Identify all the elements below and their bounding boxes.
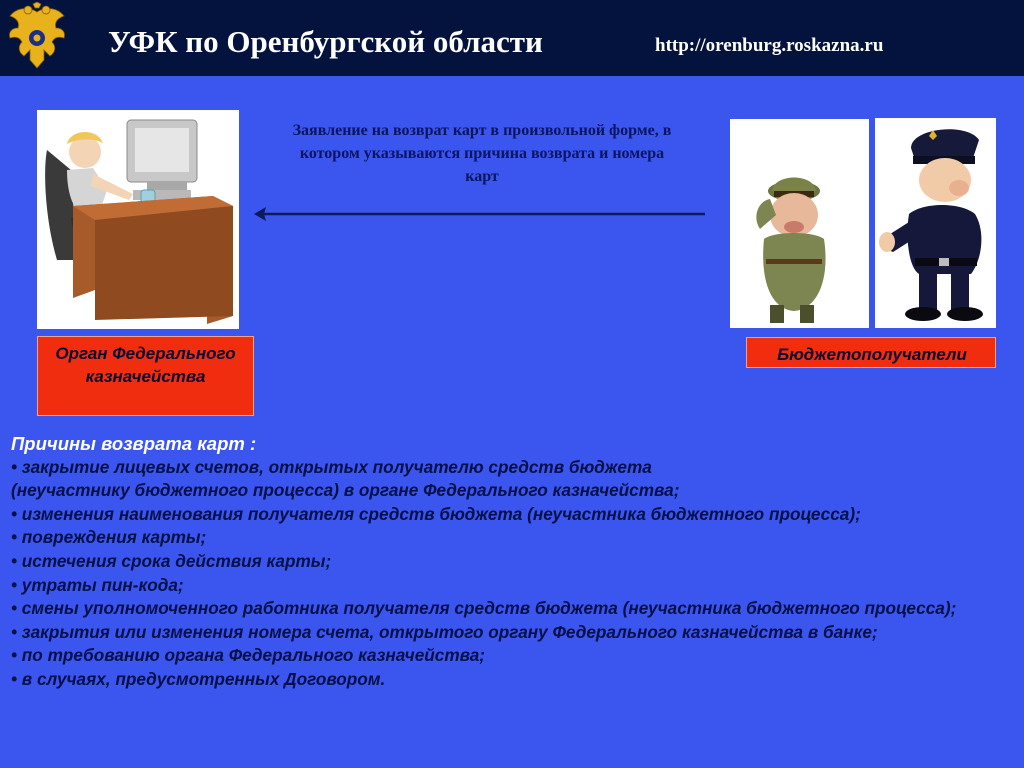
- recipients-label-text: Бюджетополучатели: [777, 345, 967, 364]
- treasury-label: Орган Федерального казначейства: [37, 336, 254, 416]
- site-url-link[interactable]: http://orenburg.roskazna.ru: [655, 35, 884, 56]
- clerk-at-desk-image: [37, 110, 239, 329]
- reason-item: • повреждения карты;: [11, 527, 207, 548]
- reasons-section: [11, 432, 1021, 692]
- reason-item: • смены уполномоченного работника получателя средств бюджета (неучастника бюджетного процесса);: [11, 598, 957, 619]
- arrow-left-icon: [250, 203, 710, 225]
- reason-item: • закрытия или изменения номера счета, открытого органу Федерального казначейства в банке;: [11, 621, 878, 642]
- reason-item: • изменения наименования получателя средств бюджета (неучастника бюджетного процесса);: [11, 503, 861, 524]
- reasons-title: Причины возврата карт :: [11, 433, 257, 454]
- reason-item: • по требованию органа Федерального казначейства;: [11, 645, 486, 666]
- police-officer-image: [875, 118, 996, 328]
- page-title: УФК по Оренбургской области: [108, 24, 543, 59]
- header-bar: [0, 0, 1024, 76]
- reason-item: • закрытие лицевых счетов, открытых получателю средств бюджета: [11, 456, 652, 477]
- reason-item: • утраты пин-кода;: [11, 574, 184, 595]
- application-note: Заявление на возврат карт в произвольной форме, в котором указываются причина возврата и номера карт: [292, 122, 672, 185]
- reasons-list: [11, 456, 1021, 692]
- emblem-icon: [6, 2, 68, 74]
- recipients-label: [746, 337, 996, 368]
- military-officer-image: [730, 119, 869, 328]
- reason-item: • в случаях, предусмотренных Договором.: [11, 668, 386, 689]
- reason-item: • истечения срока действия карты;: [11, 550, 332, 571]
- reason-item: (неучастнику бюджетного процесса) в органе Федерального казначейства;: [11, 480, 680, 501]
